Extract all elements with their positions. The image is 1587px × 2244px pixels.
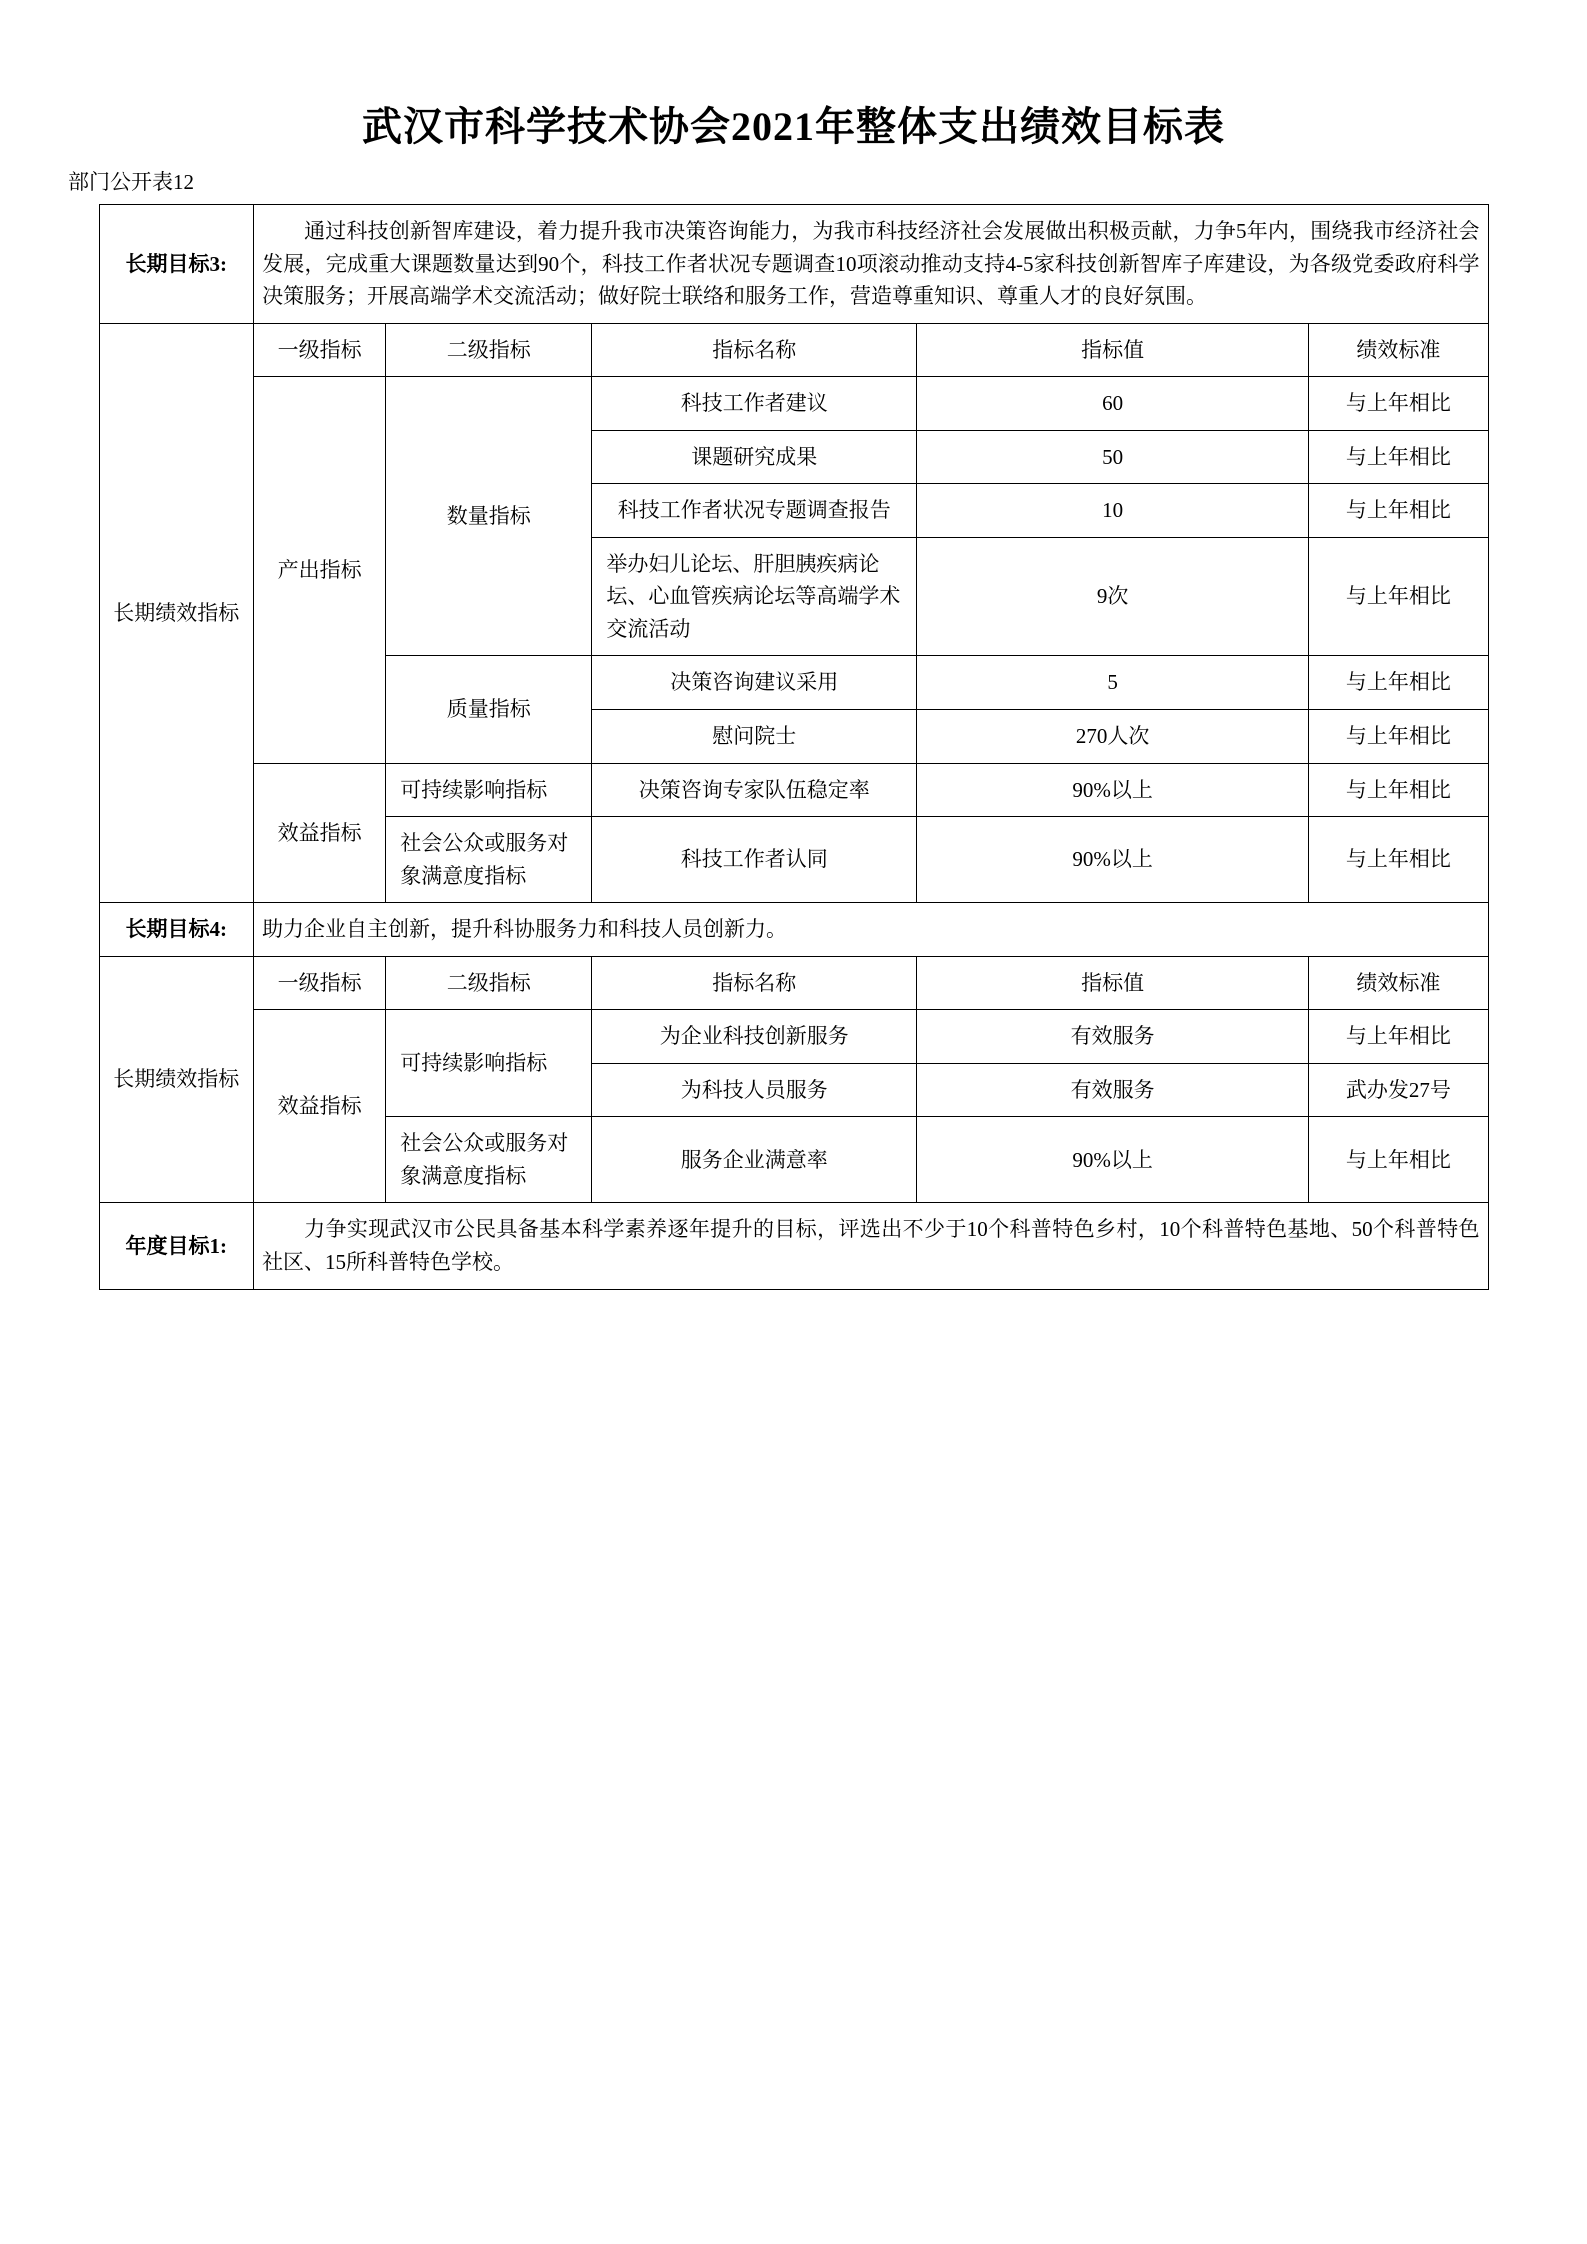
goal-text-cell (254, 903, 1488, 957)
column-header-standard: 绩效标准 (1309, 956, 1488, 1010)
indicator-standard: 与上年相比 (1309, 1117, 1488, 1203)
indicator-name: 决策咨询建议采用 (592, 656, 917, 710)
table-row (99, 205, 1488, 324)
indicator-standard: 与上年相比 (1309, 484, 1488, 538)
level2-indicator: 可持续影响指标 (386, 1010, 592, 1117)
performance-indicator-label: 长期绩效指标 (99, 323, 254, 903)
indicator-name: 课题研究成果 (592, 430, 917, 484)
indicator-standard: 与上年相比 (1309, 656, 1488, 710)
level2-indicator: 可持续影响指标 (386, 763, 592, 817)
table-row (99, 763, 1488, 817)
indicator-name: 举办妇儿论坛、肝胆胰疾病论坛、心血管疾病论坛等高端学术交流活动 (592, 537, 917, 656)
table-row (99, 956, 1488, 1010)
indicator-value: 5 (917, 656, 1309, 710)
table-row (99, 377, 1488, 431)
column-header-level2: 二级指标 (386, 323, 592, 377)
indicator-standard: 与上年相比 (1309, 710, 1488, 764)
level1-indicator: 效益指标 (254, 1010, 386, 1203)
indicator-standard: 与上年相比 (1309, 377, 1488, 431)
table-row (99, 1010, 1488, 1064)
level2-indicator: 数量指标 (386, 377, 592, 656)
goal-text-cell (254, 1203, 1488, 1289)
column-header-level2: 二级指标 (386, 956, 592, 1010)
indicator-standard: 与上年相比 (1309, 430, 1488, 484)
column-header-value: 指标值 (917, 956, 1309, 1010)
goal-label: 年度目标1: (99, 1203, 254, 1289)
column-header-name: 指标名称 (592, 956, 917, 1010)
goal-text: 通过科技创新智库建设，着力提升我市决策咨询能力，为我市科技经济社会发展做出积极贡献，力争5年内，围绕我市经济社会发展，完成重大课题数量达到90个，科技工作者状况专题调查10项滚动推动支持4-5家科技创新智库子库建设，为各级党委政府科学决策服务；开展高端学术交流活动；做好院士联络和服务工作，营造尊重知识、尊重人才的良好氛围。 (262, 219, 1480, 309)
indicator-name: 为企业科技创新服务 (592, 1010, 917, 1064)
column-header-standard: 绩效标准 (1309, 323, 1488, 377)
indicator-name: 决策咨询专家队伍稳定率 (592, 763, 917, 817)
table-row (99, 1203, 1488, 1289)
indicator-standard: 武办发27号 (1309, 1063, 1488, 1117)
indicator-value: 有效服务 (917, 1010, 1309, 1064)
indicator-name: 科技工作者建议 (592, 377, 917, 431)
level1-indicator: 产出指标 (254, 377, 386, 763)
indicator-name: 科技工作者认同 (592, 817, 917, 903)
performance-goal-table (99, 204, 1489, 1290)
goal-text: 力争实现武汉市公民具备基本科学素养逐年提升的目标，评选出不少于10个科普特色乡村，10个科普特色基地、50个科普特色社区、15所科普特色学校。 (262, 1217, 1480, 1275)
indicator-standard: 与上年相比 (1309, 537, 1488, 656)
indicator-value: 50 (917, 430, 1309, 484)
indicator-value: 90%以上 (917, 1117, 1309, 1203)
column-header-level1: 一级指标 (254, 956, 386, 1010)
indicator-standard: 与上年相比 (1309, 817, 1488, 903)
page-title: 武汉市科学技术协会2021年整体支出绩效目标表 (362, 104, 1225, 149)
indicator-value: 270人次 (917, 710, 1309, 764)
indicator-value: 有效服务 (917, 1063, 1309, 1117)
indicator-value: 9次 (917, 537, 1309, 656)
table-row (99, 903, 1488, 957)
indicator-name: 科技工作者状况专题调查报告 (592, 484, 917, 538)
form-number-label: 部门公开表12 (68, 170, 194, 194)
column-header-name: 指标名称 (592, 323, 917, 377)
indicator-name: 服务企业满意率 (592, 1117, 917, 1203)
performance-indicator-label: 长期绩效指标 (99, 956, 254, 1203)
level2-indicator: 质量指标 (386, 656, 592, 763)
indicator-standard: 与上年相比 (1309, 1010, 1488, 1064)
goal-text-cell (254, 205, 1488, 324)
table-row (99, 323, 1488, 377)
indicator-value: 10 (917, 484, 1309, 538)
column-header-value: 指标值 (917, 323, 1309, 377)
level2-indicator: 社会公众或服务对象满意度指标 (386, 1117, 592, 1203)
indicator-name: 为科技人员服务 (592, 1063, 917, 1117)
indicator-standard: 与上年相比 (1309, 763, 1488, 817)
level2-indicator: 社会公众或服务对象满意度指标 (386, 817, 592, 903)
column-header-level1: 一级指标 (254, 323, 386, 377)
goal-label: 长期目标4: (99, 903, 254, 957)
indicator-name: 慰问院士 (592, 710, 917, 764)
level1-indicator: 效益指标 (254, 763, 386, 903)
indicator-value: 90%以上 (917, 763, 1309, 817)
indicator-value: 90%以上 (917, 817, 1309, 903)
goal-text: 助力企业自主创新，提升科协服务力和科技人员创新力。 (262, 917, 788, 942)
indicator-value: 60 (917, 377, 1309, 431)
goal-label: 长期目标3: (99, 205, 254, 324)
